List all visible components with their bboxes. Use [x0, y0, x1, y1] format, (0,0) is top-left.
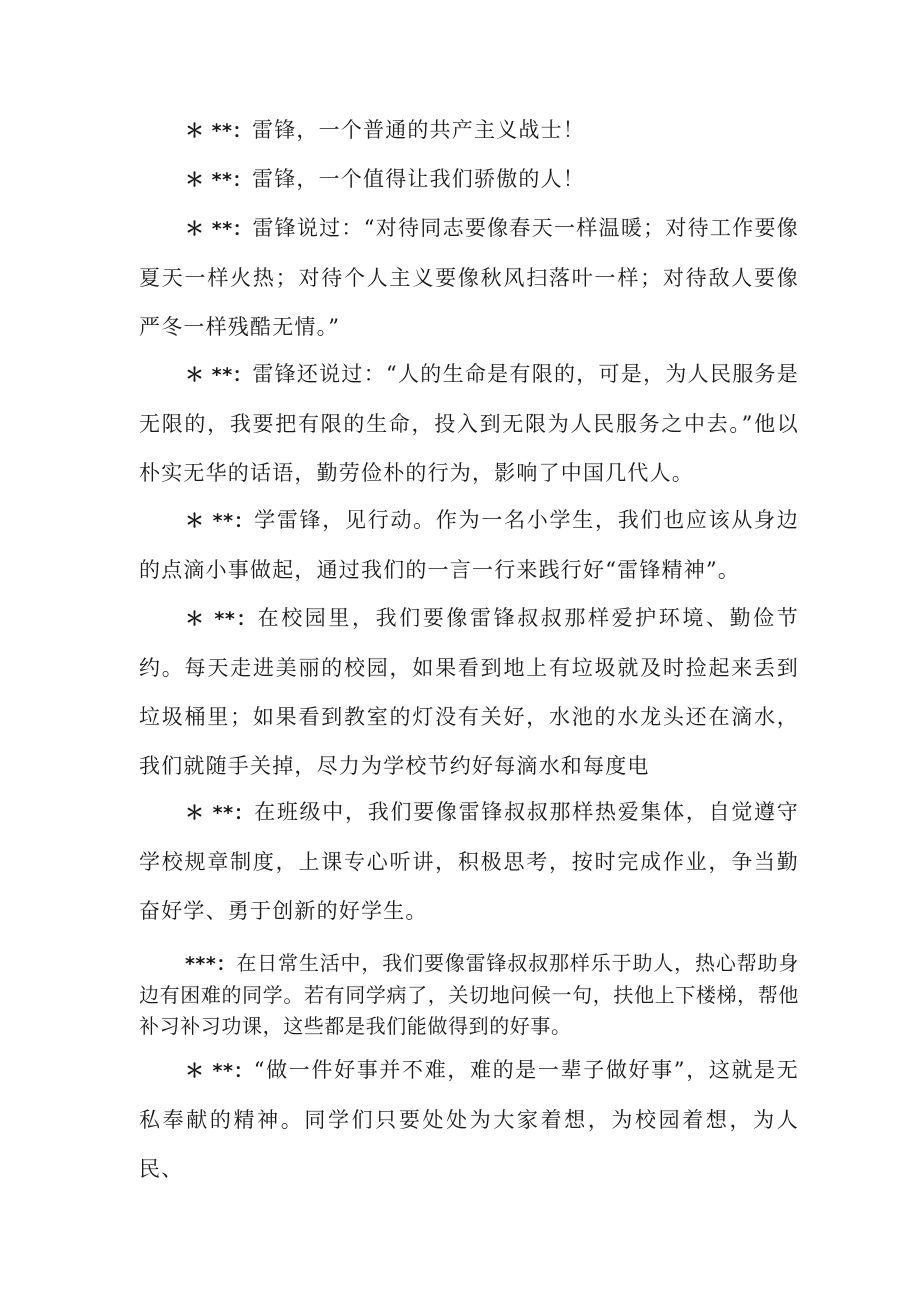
- paragraph-text: 在班级中，我们要像雷锋叔叔那样热爱集体，自觉遵守学校规章制度，上课专心听讲，积极思考，按时完成作业，争当勤奋好学、勇于创新的好学生。: [139, 800, 799, 923]
- paragraph-2: [139, 155, 799, 205]
- paragraph-text: 雷锋，一个普通的共产主义战士！: [252, 118, 585, 142]
- paragraph-text: 在日常生活中，我们要像雷锋叔叔那样乐于助人，热心帮助身边有困难的同学。若有同学病了，关切地问候一句，扶他上下楼梯，帮他补习补习功课，这些都是我们能做得到的好事。: [139, 951, 799, 1038]
- paragraph-5: [139, 496, 799, 595]
- speaker-label: ***：: [185, 953, 237, 975]
- paragraph-text: 学雷锋，见行动。作为一名小学生，我们也应该从身边的点滴小事做起，通过我们的一言一行来践行好“雷锋精神”。: [139, 508, 799, 582]
- speaker-label: ＊ **：: [185, 120, 252, 142]
- speaker-label: ＊ **：: [185, 364, 253, 386]
- speaker-label: ＊ **：: [185, 510, 255, 532]
- paragraph-1: [139, 106, 799, 156]
- paragraph-8: [139, 948, 799, 1042]
- paragraph-text: “做一件好事并不难，难的是一辈子做好事”，这就是无私奉献的精神。同学们只要处处为大家着想，为校园着想，为人民、: [139, 1058, 799, 1181]
- speaker-label: ＊ **：: [185, 608, 258, 630]
- paragraph-text: 雷锋说过：“对待同志要像春天一样温暖；对待工作要像夏天一样火热；对待个人主义要像秋风扫落叶一样；对待敌人要像严冬一样残酷无情。”: [139, 216, 799, 339]
- paragraph-4: [139, 350, 799, 498]
- paragraph-9: [139, 1046, 799, 1194]
- paragraph-text: 雷锋还说过：“人的生命是有限的，可是，为人民服务是无限的，我要把有限的生命，投入到无限为人民服务之中去。”他以朴实无华的话语，勤劳俭朴的行为，影响了中国几代人。: [139, 362, 799, 485]
- paragraph-6: [139, 594, 799, 791]
- paragraph-3: [139, 204, 799, 352]
- speaker-label: ＊ **：: [185, 169, 252, 191]
- speaker-label: ＊ **：: [185, 1060, 254, 1082]
- paragraph-text: 在校园里，我们要像雷锋叔叔那样爱护环境、勤俭节约。每天走进美丽的校园，如果看到地上有垃圾就及时捡起来丢到垃圾桶里；如果看到教室的灯没有关好，水池的水龙头还在滴水，我们就随手关掉，尽力为学校节约好每滴水和每度电: [139, 606, 799, 778]
- paragraph-7: [139, 788, 799, 936]
- speaker-label: ＊ **：: [185, 218, 253, 240]
- speaker-label: ＊ **：: [185, 802, 255, 824]
- paragraph-text: 雷锋，一个值得让我们骄傲的人！: [252, 167, 585, 191]
